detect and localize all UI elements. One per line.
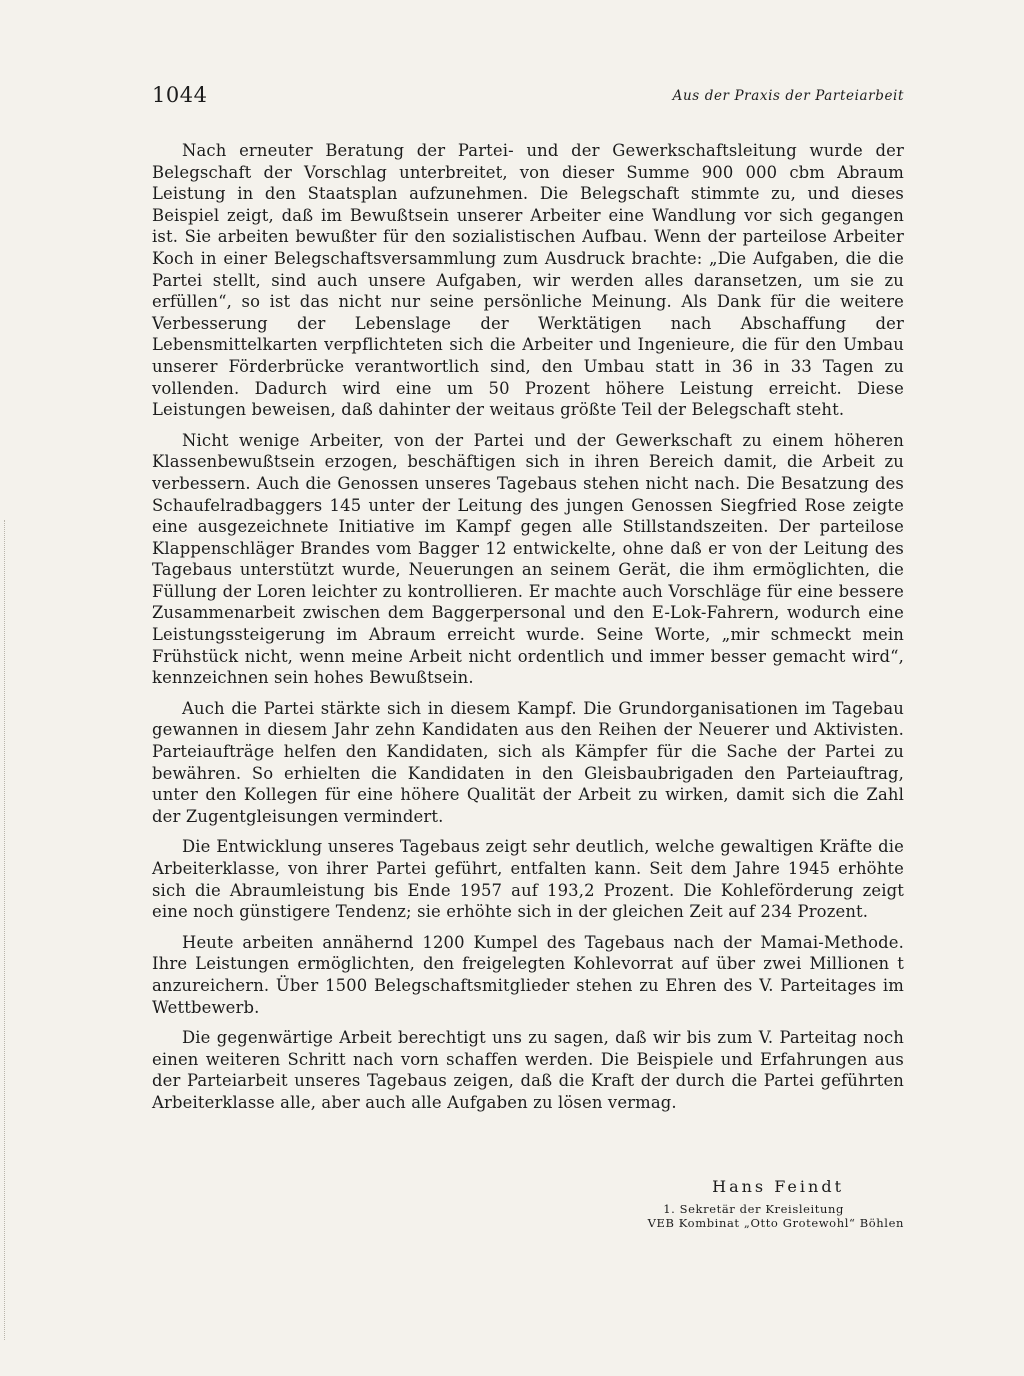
paragraph: Auch die Partei stärkte sich in diesem Kampf. Die Grundorganisationen im Tagebau gewannen in diesem Jahr zehn Kandidaten aus den Reihen der Neuerer und Aktivisten. Parteiaufträge helfen den Kandidaten, sich als Kämpfer für die Sache der Partei zu bewähren. So erhielten die Kandidaten in den Gleisbaubrigaden den Parteiauftrag, unter den Kollegen für eine höhere Qualität der Arbeit zu wirken, damit sich die Zahl der Zugentgleisungen vermindert. bbox=[152, 698, 904, 826]
article-body bbox=[152, 140, 904, 1123]
paragraph: Nach erneuter Beratung der Partei- und der Gewerkschaftsleitung wurde der Belegschaft der Vorschlag unterbreitet, von dieser Summe 900 000 cbm Abraum Leistung in den Staatsplan aufzunehmen. Die Belegschaft stimmte zu, und dieses Beispiel zeigt, daß im Bewußtsein unserer Arbeiter eine Wandlung vor sich gegangen ist. Sie arbeiten bewußter für den sozialistischen Aufbau. Wenn der parteilose Arbeiter Koch in einer Belegschaftsversammlung zum Ausdruck brachte: „Die Aufgaben, die die Partei stellt, sind auch unsere Aufgaben, wir werden alles daransetzen, um sie zu erfüllen“, so ist das nicht nur seine persönliche Meinung. Als Dank für die weitere Verbesserung der Lebenslage der Werktätigen nach Abschaffung der Lebensmittelkarten verpflichteten sich die Arbeiter und Ingenieure, die für den Umbau unserer Förderbrücke verantwortlich sind, den Umbau statt in 36 in 33 Tagen zu vollenden. Dadurch wird eine um 50 Prozent höhere Leistung erreicht. Diese Leistungen beweisen, daß dahinter der weitaus größte Teil der Belegschaft steht. bbox=[152, 141, 904, 420]
page-header bbox=[152, 80, 904, 110]
author-organization: VEB Kombinat „Otto Grotewohl“ Böhlen bbox=[647, 1216, 904, 1230]
running-head: Aus der Praxis der Parteiarbeit bbox=[672, 88, 904, 104]
scan-margin-marks bbox=[4, 520, 9, 1340]
paragraph: Die gegenwärtige Arbeit berechtigt uns zu sagen, daß wir bis zum V. Parteitag noch einen weiteren Schritt nach vorn schaffen werden. Die Beispiele und Erfahrungen aus der Parteiarbeit unseres Tagebaus zeigen, daß die Kraft der durch die Partei geführten Arbeiterklasse alle, aber auch alle Aufgaben zu lösen vermag. bbox=[152, 1028, 904, 1112]
page-number: 1044 bbox=[152, 83, 208, 107]
paragraph: Nicht wenige Arbeiter, von der Partei und der Gewerkschaft zu einem höheren Klassenbewußtsein erzogen, beschäftigen sich in ihren Bereich damit, die Arbeit zu verbessern. Auch die Genossen unseres Tagebaus stehen nicht nach. Die Besatzung des Schaufelradbaggers 145 unter der Leitung des jungen Genossen Siegfried Rose zeigte eine ausgezeichnete Initiative im Kampf gegen alle Stillstandszeiten. Der parteilose Klappenschläger Brandes vom Bagger 12 entwickelte, ohne daß er von der Leitung des Tagebaus unterstützt wurde, Neuerungen an seinem Gerät, die ihm ermöglichten, die Füllung der Loren leichter zu kontrollieren. Er machte auch Vorschläge für eine bessere Zusammenarbeit zwischen dem Baggerpersonal und den E-Lok-Fahrern, wodurch eine Leistungssteigerung im Abraum erreicht wurde. Seine Worte, „mir schmeckt mein Frühstück nicht, wenn meine Arbeit nicht ordentlich und immer besser gemacht wird“, kennzeichnen sein hohes Bewußtsein. bbox=[152, 430, 904, 688]
signature-block bbox=[560, 1176, 904, 1230]
paragraph: Die Entwicklung unseres Tagebaus zeigt sehr deutlich, welche gewaltigen Kräfte die Arbeiterklasse, von ihrer Partei geführt, entfalten kann. Seit dem Jahre 1945 erhöhte sich die Abraumleistung bis Ende 1957 auf 193,2 Prozent. Die Kohleförderung zeigt eine noch günstigere Tendenz; sie erhöhte sich in der gleichen Zeit auf 234 Prozent. bbox=[152, 837, 904, 922]
author-name: Hans Feindt bbox=[712, 1177, 844, 1196]
author-title: 1. Sekretär der Kreisleitung bbox=[663, 1202, 844, 1216]
paragraph: Heute arbeiten annähernd 1200 Kumpel des Tagebaus nach der Mamai-Methode. Ihre Leistungen ermöglichten, den freigelegten Kohlevorrat auf über zwei Millionen t anzureichern. Über 1500 Belegschaftsmitglieder stehen zu Ehren des V. Parteitages im Wettbewerb. bbox=[152, 932, 904, 1017]
